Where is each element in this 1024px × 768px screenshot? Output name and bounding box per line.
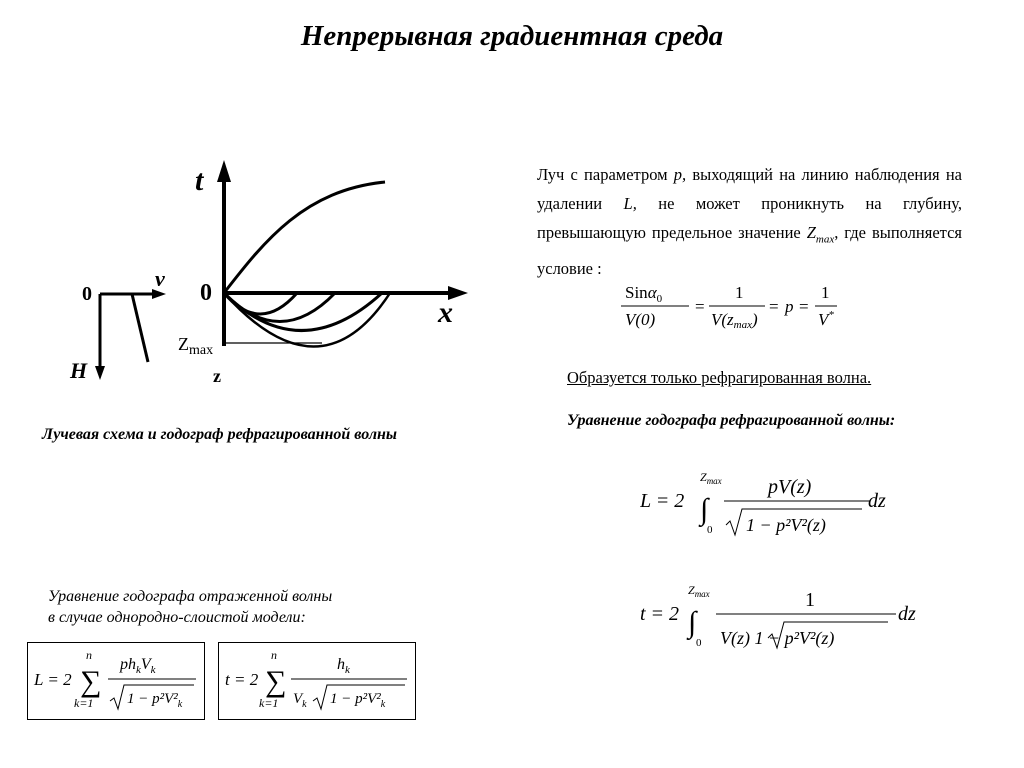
svg-text:dz: dz bbox=[898, 603, 916, 625]
svg-text:V*: V* bbox=[818, 309, 834, 329]
svg-text:1: 1 bbox=[821, 283, 830, 302]
svg-text:1: 1 bbox=[735, 283, 744, 302]
t-axis-arrow bbox=[217, 160, 231, 182]
origin-label: 0 bbox=[200, 280, 212, 306]
svg-text:Zmax: $Z_{max}$ bbox=[688, 583, 710, 599]
sum-t-formula-box bbox=[218, 642, 416, 720]
ray-scheme-figure bbox=[60, 150, 480, 390]
svg-text:V(z) 1 − p²V²(z): V(z) 1 − p²V²(z) bbox=[720, 628, 835, 648]
svg-text:phkVk: $ph_kV_k$ bbox=[120, 656, 156, 676]
ray-arc-3 bbox=[224, 293, 382, 331]
figure-caption: Лучевая схема и годограф рефрагированной волны bbox=[42, 426, 398, 443]
svg-text:V(zmax): V(zmax) bbox=[711, 310, 758, 331]
svg-text:0: 0 bbox=[707, 524, 713, 536]
t-axis-label: t bbox=[195, 164, 204, 197]
svg-text:=: = bbox=[695, 297, 705, 316]
zmax-label: $Z_{max}$ bbox=[178, 334, 214, 358]
svg-text:1 − p²V²k: $1 - p^2V^2_k$ bbox=[127, 691, 183, 710]
svg-text:pV(z): pV(z) bbox=[768, 476, 812, 498]
svg-text:=: = bbox=[769, 297, 779, 316]
hodograph-curve bbox=[224, 182, 385, 293]
svg-text:L = 2: L = 2 bbox=[34, 670, 72, 689]
svg-text:k=1: k=1 bbox=[259, 696, 279, 710]
svg-text:t = 2: t = 2 bbox=[640, 603, 680, 625]
z-label: z bbox=[213, 366, 221, 386]
small-ray bbox=[132, 294, 148, 362]
small-h-label: H bbox=[70, 358, 88, 383]
svg-text:∑: ∑ bbox=[265, 665, 287, 698]
formula-L bbox=[640, 465, 900, 545]
svg-text:∫: ∫ bbox=[688, 606, 697, 639]
condition-formula bbox=[615, 278, 845, 334]
sum-L-formula-box bbox=[27, 642, 205, 720]
svg-text:1 − p²V²k: $1 - p^2V^2_k$ bbox=[330, 691, 386, 710]
small-h-arrow bbox=[95, 366, 105, 380]
svg-text:n: n bbox=[86, 648, 92, 662]
reflected-caption: Уравнение годографа отраженной волны в случае однородно-слоистой модели: bbox=[48, 588, 333, 626]
svg-text:V(0): V(0) bbox=[625, 310, 656, 329]
svg-text:L = 2: L = 2 bbox=[640, 490, 685, 512]
svg-text:n: n bbox=[271, 648, 277, 662]
svg-text:p: p bbox=[785, 297, 794, 316]
svg-text:∫: ∫ bbox=[700, 493, 709, 526]
svg-text:Sinα0: Sinα$_0$ bbox=[625, 283, 663, 305]
hodograph-refracted-title: Уравнение годографа рефрагированной волны: bbox=[567, 412, 896, 429]
x-axis-label: x bbox=[438, 296, 453, 329]
svg-text:Vk: $V_k$ bbox=[293, 691, 307, 710]
svg-text:=: = bbox=[799, 297, 809, 316]
svg-text:1 − p²V²(z): 1 − p²V²(z) bbox=[746, 515, 826, 535]
slide-title: Непрерывная градиентная среда bbox=[300, 20, 724, 52]
refracted-only-note: Образуется только рефрагированная волна. bbox=[567, 368, 872, 387]
svg-text:dz: dz bbox=[868, 490, 886, 512]
description-paragraph: Луч с параметром p, выходящий на линию наблюдения на удалении L, не может проникнуть на глубину, превышающую предельное значение $Z_{max}$, где выполняется условие : bbox=[537, 165, 963, 279]
svg-text:∑: ∑ bbox=[80, 665, 102, 698]
svg-text:0: 0 bbox=[696, 637, 702, 649]
svg-text:k=1: k=1 bbox=[74, 696, 94, 710]
small-v-label: v bbox=[155, 266, 165, 291]
svg-text:1: 1 bbox=[805, 589, 815, 611]
ray-arc-4 bbox=[224, 293, 390, 347]
svg-text:Zmax: $Z_{max}$ bbox=[700, 470, 722, 486]
small-origin-label: 0 bbox=[82, 283, 92, 305]
svg-text:t = 2: t = 2 bbox=[225, 670, 259, 689]
formula-t bbox=[640, 578, 930, 658]
svg-text:hk: $h_k$ bbox=[337, 656, 350, 676]
